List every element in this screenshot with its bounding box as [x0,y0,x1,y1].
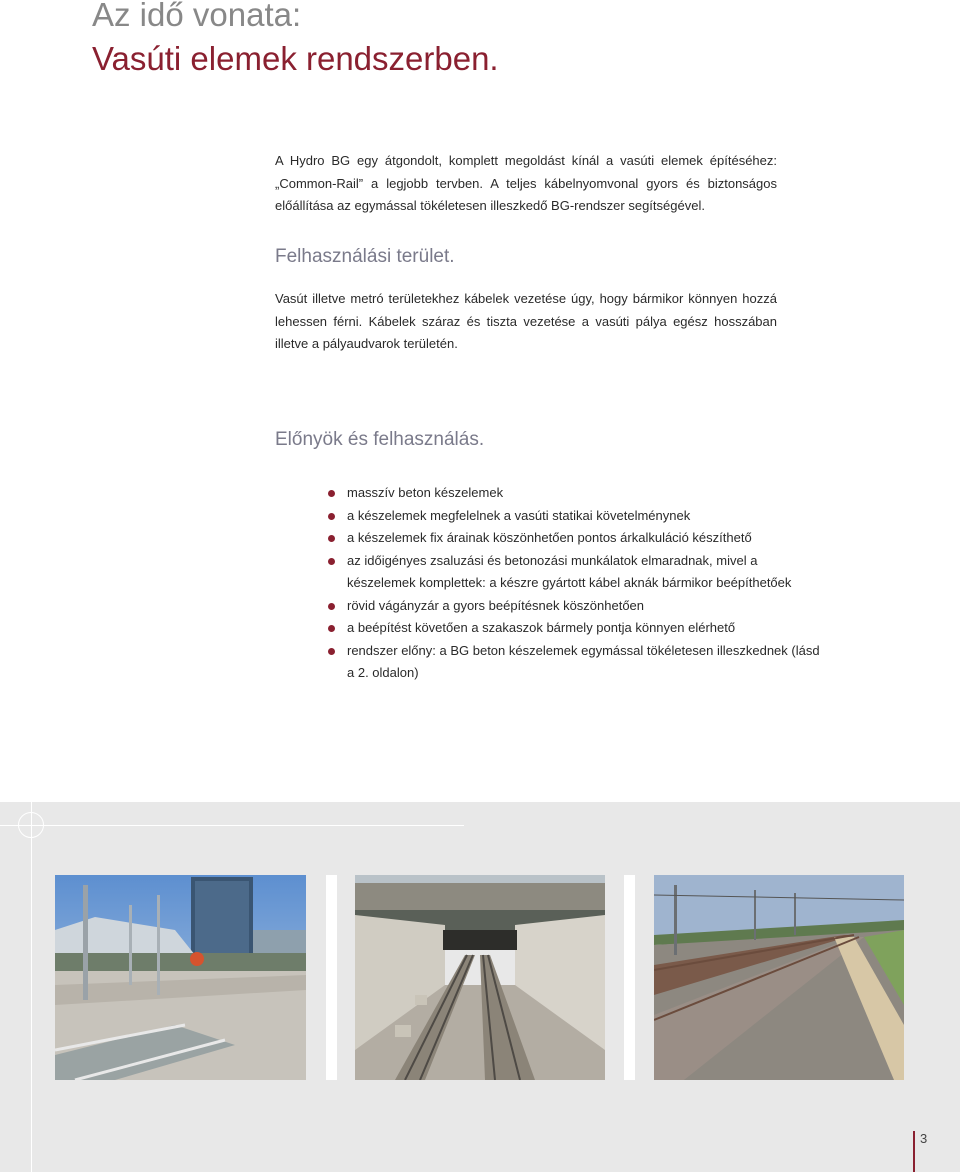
page-marker-bar [913,1131,915,1172]
usage-heading: Felhasználási terület. [275,246,455,267]
tunnel-track-photo [355,875,605,1080]
bullet-icon [328,558,335,565]
title-line-1: Az idő vonata: [92,0,302,33]
benefits-heading: Előnyök és felhasználás. [275,429,485,450]
list-item: masszív beton készelemek [328,482,828,505]
band-vertical-rule [31,802,32,1172]
bullet-icon [328,535,335,542]
bullet-icon [328,625,335,632]
railway-photo [654,875,904,1080]
band-horizontal-rule [0,825,464,826]
list-item: a készelemek fix árainak köszönhetően pontos árkalkuláció készíthető [328,527,828,550]
usage-paragraph: Vasút illetve metró területekhez kábelek vezetése úgy, hogy bármikor könnyen hozzá lehessen férni. Kábelek száraz és tiszta vezetése a vasúti pálya egész hosszában illetve a pályaudvarok területén. [275,291,777,351]
crosshair-circle-icon [18,812,44,838]
list-item: az időigényes zsaluzási és betonozási munkálatok elmaradnak, mivel a készelemek komplettek: a készre gyártott kábel aknák bármikor beépíthetőek [328,550,828,595]
photo-divider [624,875,635,1080]
bullet-icon [328,513,335,520]
bullet-icon [328,490,335,497]
bullet-icon [328,648,335,655]
bullet-icon [328,603,335,610]
list-item: rövid vágányzár a gyors beépítésnek köszönhetően [328,595,828,618]
page-number: 3 [920,1131,928,1146]
photo-divider [326,875,337,1080]
intro-paragraph: A Hydro BG egy átgondolt, komplett megoldást kínál a vasúti elemek építéséhez: „Common-Rail” a legjobb tervben. A teljes kábelnyomvonal gyors és biztonságos előállítása az egymással tökéletesen illeszkedő BG-rendszer segítségével. [275,153,777,213]
list-item: a beépítést követően a szakaszok bármely pontja könnyen elérhető [328,617,828,640]
benefits-list [328,482,828,685]
list-item: rendszer előny: a BG beton készelemek egymással tökéletesen illeszkednek (lásd a 2. oldalon) [328,640,828,685]
station-photo [55,875,306,1080]
list-item: a készelemek megfelelnek a vasúti statikai követelménynek [328,505,828,528]
title-line-2: Vasúti elemek rendszerben. [92,40,499,77]
